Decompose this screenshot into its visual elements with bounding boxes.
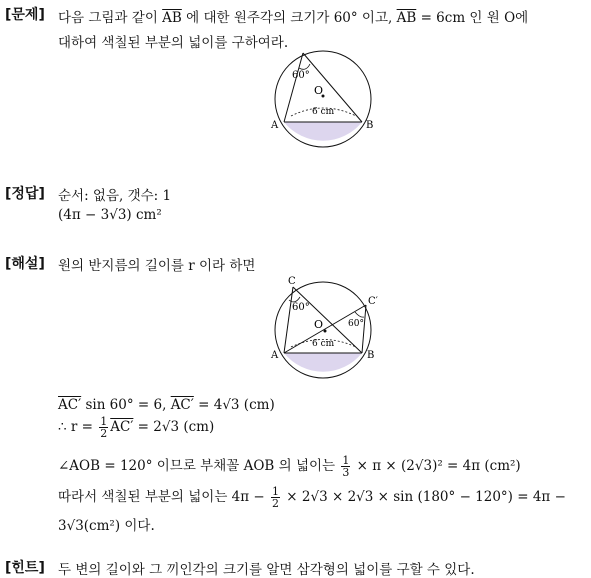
- eq4-numerator: 1: [272, 485, 280, 498]
- eq1-seg-1: AC′: [58, 397, 82, 413]
- fig2-point-c-prime: C′: [368, 296, 378, 307]
- eq4-denominator: 2: [272, 497, 280, 510]
- answer-line-2: (4π − 3√3) cm²: [58, 207, 162, 223]
- eq3-text-1: ∠AOB = 120° 이므로 부채꼴 AOB 의 넓이는: [58, 458, 340, 474]
- eq2-seg: AC′: [110, 419, 134, 435]
- hint-label: [힌트]: [5, 560, 45, 576]
- fig2-length-label: 6 cm: [312, 339, 335, 349]
- answer-label: [정답]: [5, 186, 45, 202]
- solution-eq-4: [58, 485, 566, 509]
- eq1-text-1: sin 60° = 6,: [81, 397, 171, 413]
- solution-intro: 원의 반지름의 길이를 r 이라 하면: [58, 258, 256, 274]
- problem-text-b: 에 대한 원주각의 크기가 60° 이고,: [186, 10, 393, 26]
- hint-text: 두 변의 길이와 그 끼인각의 크기를 알면 삼각형의 넓이를 구할 수 있다.: [58, 562, 475, 578]
- eq4-fraction: [271, 486, 280, 509]
- fig1-angle-label: 60°: [292, 70, 310, 81]
- eq1-text-2: = 4√3 (cm): [193, 397, 275, 413]
- eq2-text-2: = 2√3 (cm): [133, 419, 215, 435]
- answer-line-1: 순서: 없음, 갯수: 1: [58, 188, 172, 204]
- fig2-angle-label: 60°: [292, 302, 310, 313]
- eq3-text-2: × π × (2√3)² = 4π (cm²): [352, 458, 521, 474]
- segment-ab: $\overline{AB}$: [396, 10, 417, 26]
- solution-eq-5: 3√3(cm²) 이다.: [58, 518, 155, 534]
- problem-text-a: 다음 그림과 같이: [58, 10, 158, 26]
- fig1-point-a: A: [271, 120, 279, 131]
- fig1-center-label: O: [314, 84, 324, 97]
- solution-figure: [262, 272, 388, 388]
- eq3-denominator: 3: [342, 466, 350, 479]
- eq4-text-2: × 2√3 × 2√3 × sin (180° − 120°) = 4π −: [282, 489, 566, 505]
- solution-label: [해설]: [5, 256, 45, 272]
- problem-text-c: = 6cm 인 원 O에: [420, 10, 529, 26]
- solution-eq-3: [58, 454, 521, 478]
- problem-figure: [262, 48, 382, 156]
- eq1-seg-2: AC′: [170, 397, 194, 413]
- eq4-text-1: 따라서 색칠된 부분의 넓이는 4π −: [58, 489, 270, 505]
- fig2-point-b: B: [367, 350, 375, 361]
- eq2-text-1: ∴ r =: [58, 419, 98, 435]
- problem-line-1: [58, 6, 528, 26]
- solution-eq-1: [58, 397, 275, 413]
- arc-ab: $\overline{AB}$: [162, 10, 182, 26]
- problem-label: [문제]: [5, 7, 45, 23]
- eq2-fraction: [99, 416, 108, 439]
- fig1-length-label: 6 cm: [312, 107, 335, 117]
- eq3-fraction: [341, 455, 350, 478]
- eq2-denominator: 2: [100, 427, 108, 440]
- fig2-center-label: O: [314, 318, 324, 331]
- fig2-point-a: A: [271, 350, 279, 361]
- eq2-numerator: 1: [100, 415, 108, 428]
- fig2-point-c: C: [288, 276, 296, 287]
- eq3-numerator: 1: [342, 454, 350, 467]
- problem-line-2: 대하여 색칠된 부분의 넓이를 구하여라.: [58, 35, 289, 51]
- fig1-point-b: B: [366, 120, 374, 131]
- solution-eq-2: [58, 416, 214, 439]
- fig2-angle-label-2: 60°: [348, 319, 364, 329]
